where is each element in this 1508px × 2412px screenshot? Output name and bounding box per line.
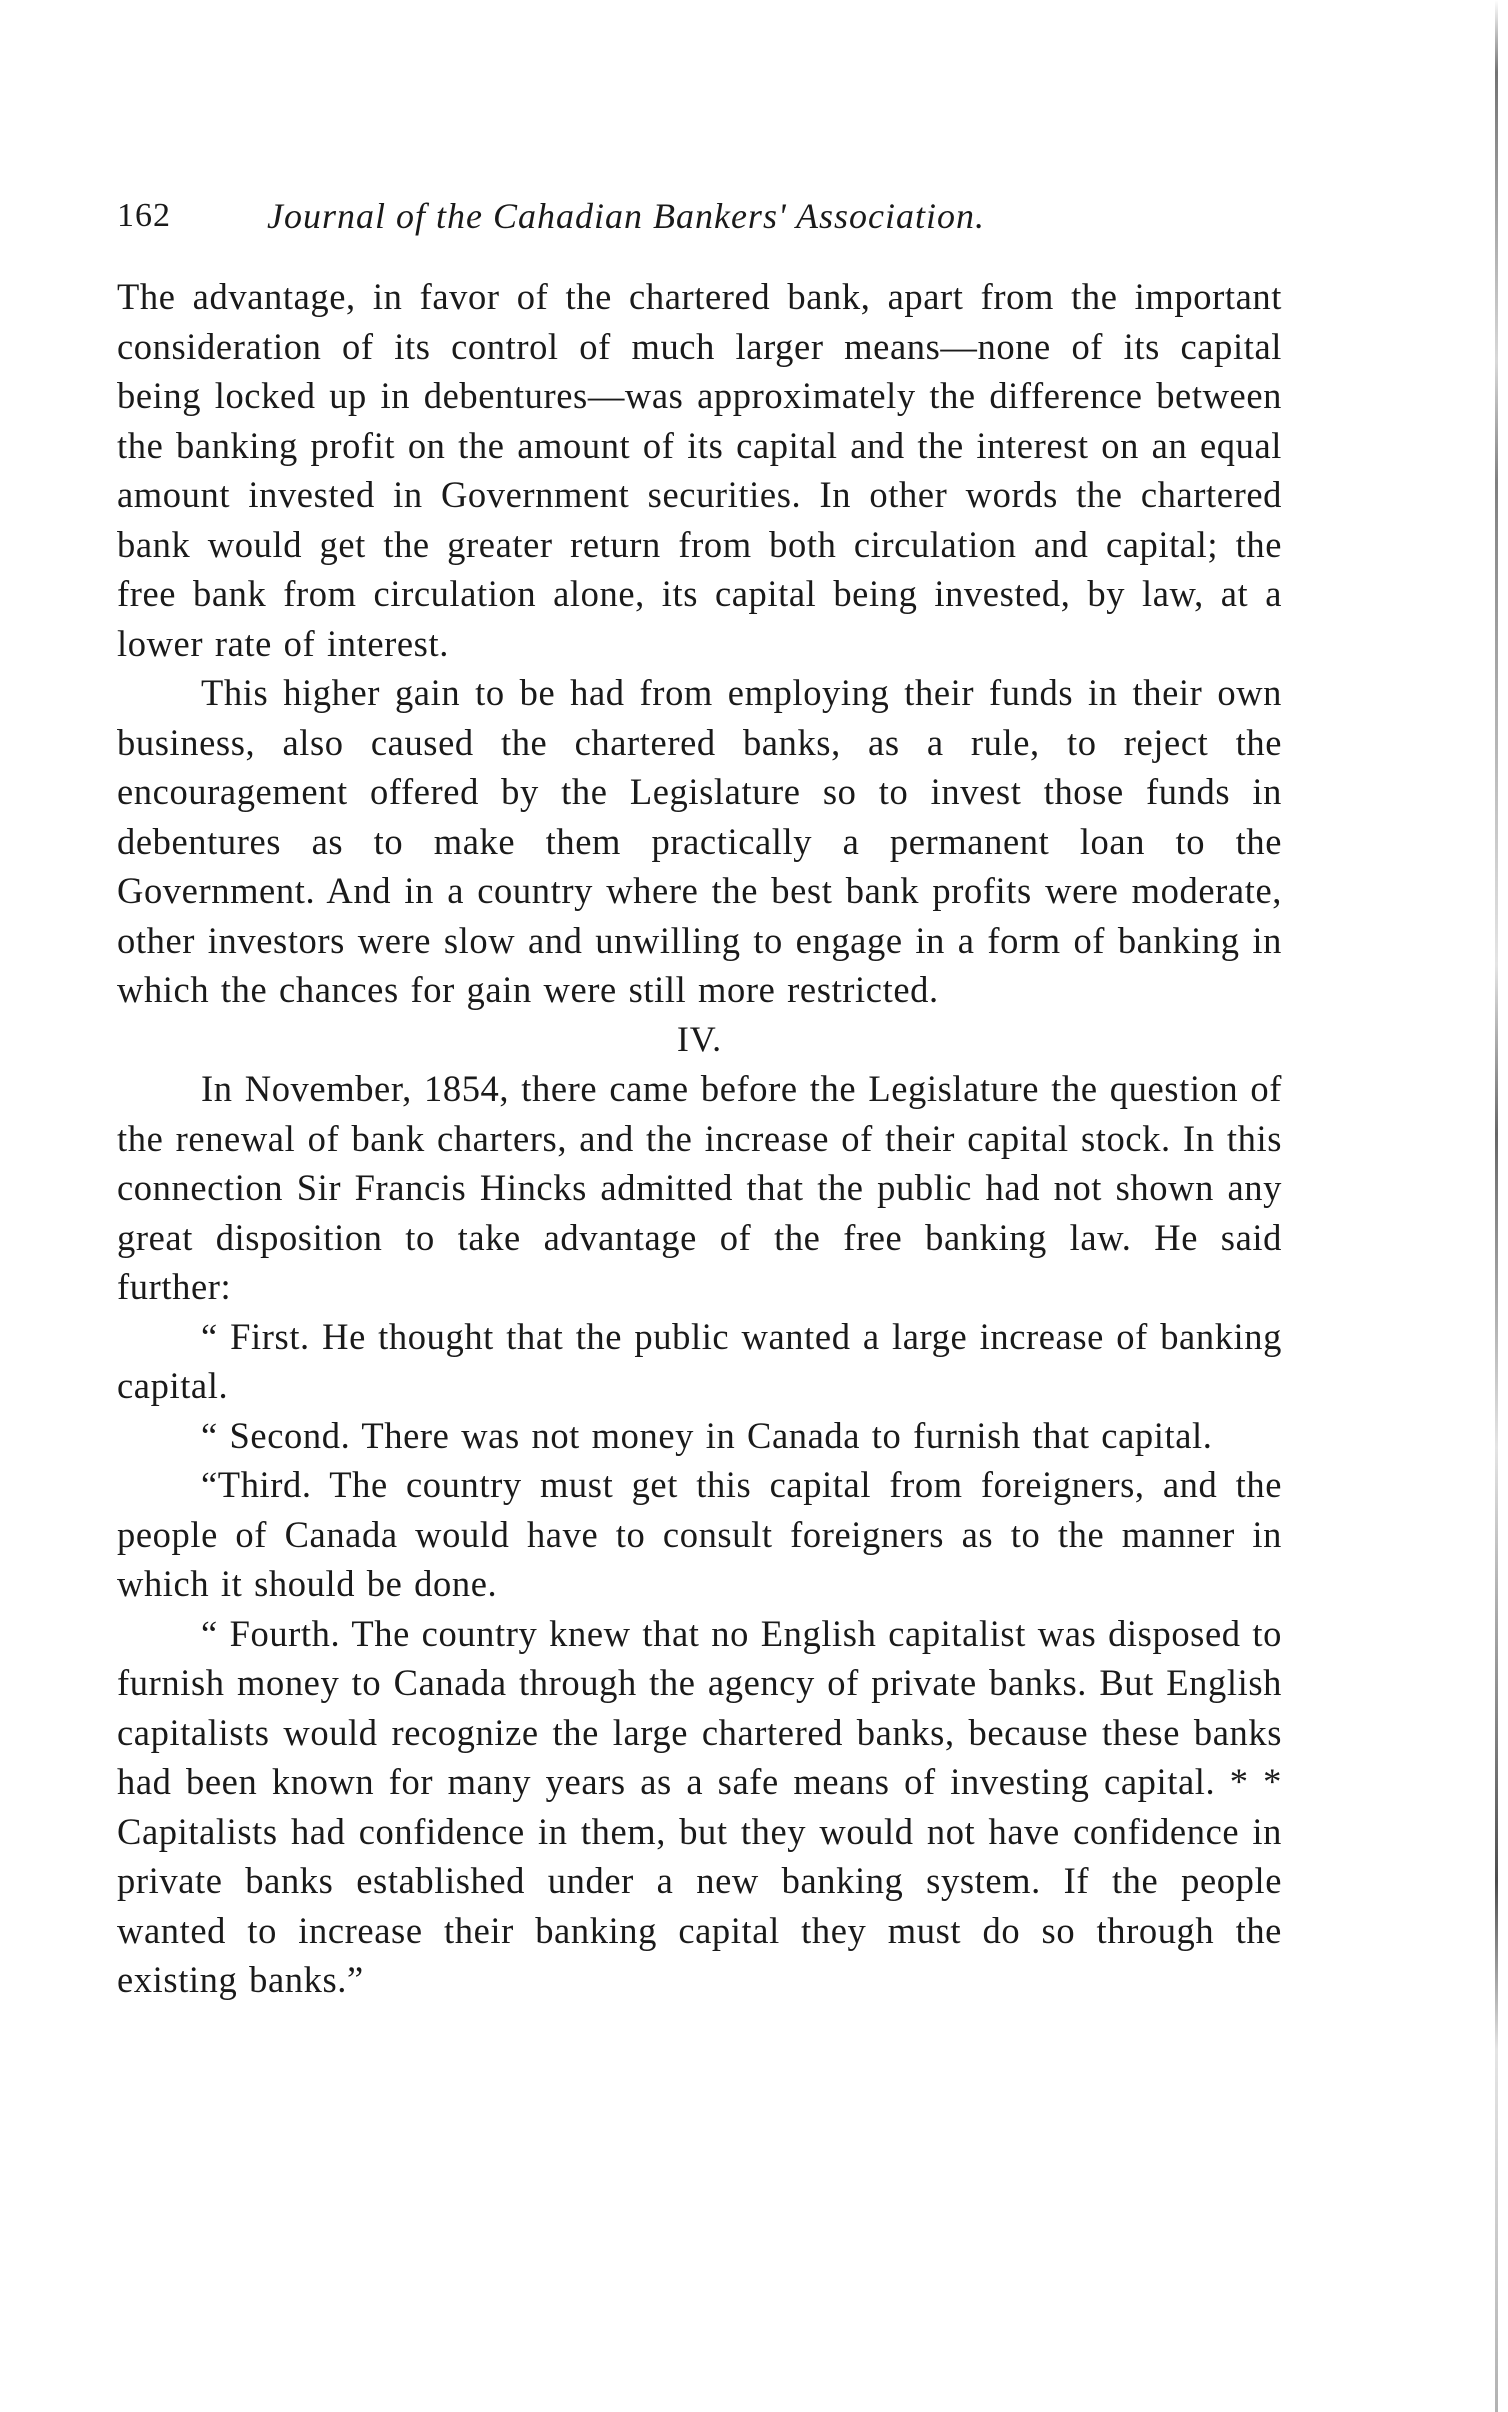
- section-numeral: IV.: [676, 1018, 723, 1059]
- paragraph-advantage: The advantage, in favor of the chartered bank, apart from the important consideration of its control of much larger means—none of its capital being locked up in debentures—was approximately the difference between the banking profit on the amount of its capital and the interest on an equal amount invested in Government securities. In other words the chartered bank would get the greater return from both circulation and capital; the free bank from circulation alone, its capital being invested, by law, at a lower rate of interest.: [117, 276, 1282, 664]
- journal-title: Journal of the Cahadian Bankers' Association.: [267, 196, 985, 236]
- page-number: 162: [117, 197, 171, 234]
- paragraph-november-1854: In November, 1854, there came before the Legislature the question of the renewal of bank charters, and the increase of their capital stock. In this connection Sir Francis Hincks admitted that the public had not shown any great disposition to take advantage of the free banking law. He said further:: [117, 1068, 1282, 1307]
- running-head: [117, 190, 1282, 254]
- body-text: [117, 272, 1282, 2005]
- book-page: [117, 190, 1282, 2005]
- quote-fourth: “ Fourth. The country knew that no English capitalist was disposed to furnish money to Canada through the agency of private banks. But English capitalists would recognize the large chartered banks, because these banks had been known for many years as a safe means of investing capital. * * Capitalists had confidence in them, but they would not have confidence in private banks established under a new banking system. If the people wanted to increase their banking capital they must do so through the existing banks.”: [117, 1612, 1282, 2000]
- paragraph-higher-gain: This higher gain to be had from employing their funds in their own business, also caused the chartered banks, as a rule, to reject the encouragement offered by the Legislature so to invest those funds in debentures as to make them practically a permanent loan to the Government. And in a country where the best bank profits were moderate, other investors were slow and unwilling to engage in a form of banking in which the chances for gain were still more restricted.: [117, 672, 1282, 1010]
- quote-second: “ Second. There was not money in Canada to furnish that capital.: [201, 1414, 1213, 1456]
- quote-first: “ First. He thought that the public wanted a large increase of banking capital.: [117, 1315, 1282, 1406]
- scan-edge-shadow: [1495, 0, 1498, 2412]
- quote-third: “Third. The country must get this capital from foreigners, and the people of Canada would have to consult foreigners as to the manner in which it should be done.: [117, 1464, 1282, 1604]
